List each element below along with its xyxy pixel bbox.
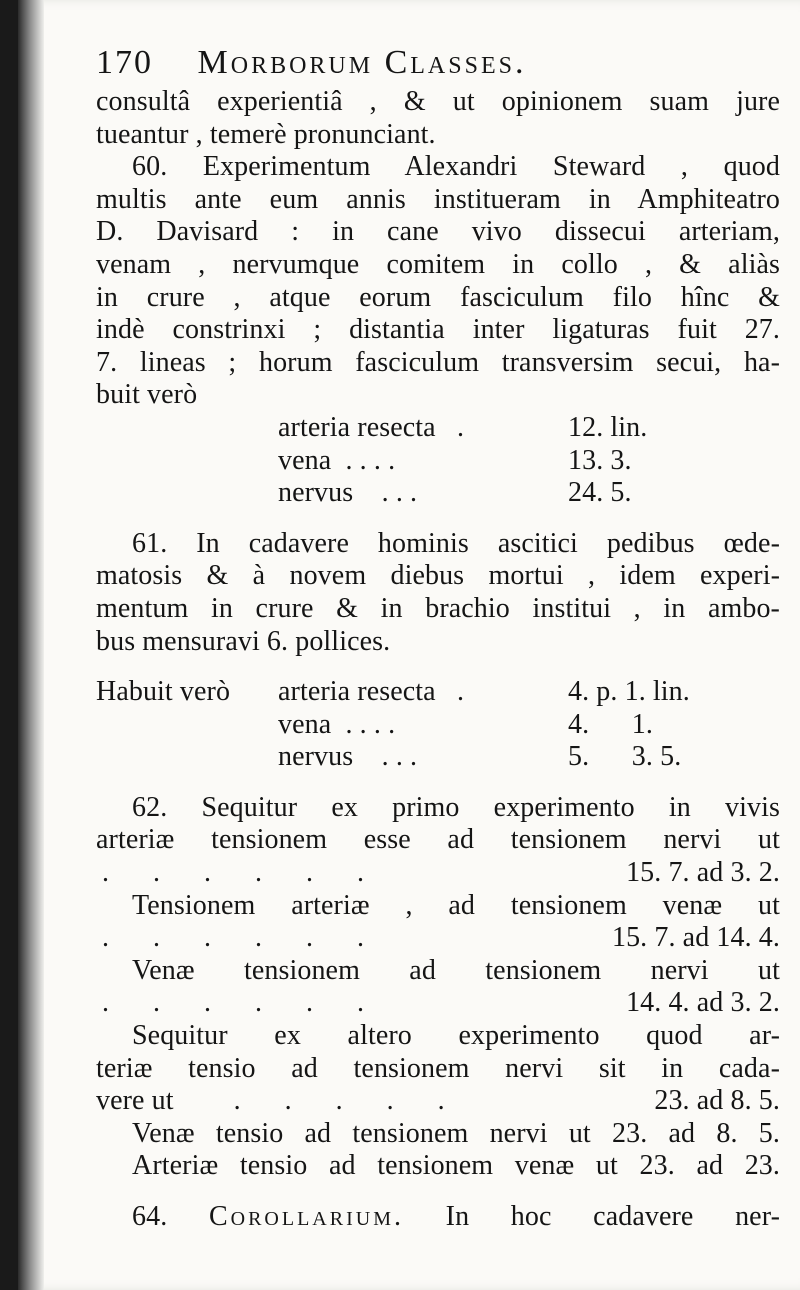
book-page — [18, 0, 800, 1290]
text-fragment: In hoc cadavere ner- — [445, 1201, 781, 1232]
page-number: 170 — [96, 44, 153, 81]
text-line: consultâ experientiâ , & ut opinionem suam jure — [96, 86, 780, 117]
text-line: arteriæ tensionem esse ad tensionem nervi ut — [96, 824, 780, 856]
ratio-line — [96, 922, 780, 955]
table-row — [96, 412, 780, 445]
text-line: tueantur , temerè pronunciant. — [96, 118, 436, 150]
text-line: Tensionem arteriæ , ad tensionem venæ ut — [132, 889, 780, 921]
paragraph-number: 64. — [132, 1201, 168, 1232]
text-line: teriæ tensio ad tensionem nervi sit in cada- — [96, 1052, 780, 1084]
row-dots: . . . . — [345, 444, 396, 476]
page-text — [96, 40, 780, 1234]
ratio-line — [96, 857, 780, 890]
table-row — [96, 709, 780, 742]
row-dots: . — [457, 411, 465, 443]
section-heading: Corollarium. — [208, 1201, 404, 1232]
running-header — [96, 40, 780, 86]
row-dots: . . . . — [345, 708, 396, 740]
text-fragment: vere ut — [96, 1085, 174, 1117]
leader-dots: ...... — [102, 857, 408, 889]
text-line: Venæ tensionem ad tensionem nervi ut — [132, 954, 780, 986]
table-row — [96, 676, 780, 709]
row-dots: . — [457, 676, 465, 708]
text-line: indè constrinxi ; distantia inter ligaturas fuit 27. — [96, 314, 780, 346]
paragraph-61-start: 61. In cadavere hominis ascitici pedibus œde- — [132, 527, 780, 559]
ratio-value: 14. 4. ad 3. 2. — [626, 987, 780, 1019]
ratio-value: 15. 7. ad 14. 4. — [611, 922, 780, 954]
paragraph-64-start — [96, 1201, 780, 1234]
row-label: nervus — [278, 741, 354, 773]
text-line: Venæ tensio ad tensionem nervi ut 23. ad 8. 5. — [132, 1117, 780, 1149]
measurement-table-1 — [96, 412, 780, 510]
table-row — [96, 741, 780, 774]
row-value: 13. 3. — [568, 444, 632, 476]
page-gutter-shadow — [18, 0, 44, 1290]
leader-dots: ...... — [102, 922, 408, 954]
row-value: 4. p. 1. lin. — [568, 676, 690, 708]
text-line: D. Davisard : in cane vivo dissecui arteriam, — [96, 216, 780, 248]
leader-dots: ..... — [233, 1085, 489, 1117]
table-prefix: Habuit verò — [96, 676, 231, 708]
text-line: in crure , atque eorum fasciculum filo hînc & — [96, 281, 780, 313]
text-line: Arteriæ tensio ad tensionem venæ ut 23. ad 23. — [132, 1150, 780, 1182]
text-line: bus mensuravi 6. pollices. — [96, 625, 391, 657]
row-dots: . . . — [381, 477, 418, 509]
ratio-line — [96, 987, 780, 1020]
row-dots: . . . — [381, 741, 418, 773]
row-label: nervus — [278, 477, 354, 509]
row-label: arteria resecta — [278, 676, 436, 708]
leader-dots: ...... — [102, 987, 408, 1019]
ratio-value: 23. ad 8. 5. — [654, 1085, 780, 1117]
text-line: 7. lineas ; horum fasciculum transversim secui, ha- — [96, 346, 780, 378]
table-row — [96, 445, 780, 478]
measurement-table-2 — [96, 676, 780, 774]
row-value: 5. 3. 5. — [568, 741, 682, 773]
row-label: arteria resecta — [278, 411, 436, 443]
text-line: multis ante eum annis institueram in Amphiteatro — [96, 183, 780, 215]
table-row — [96, 477, 780, 510]
text-line: buit verò — [96, 379, 198, 411]
text-line: mentum in crure & in brachio institui , in ambo- — [96, 592, 780, 624]
row-label: vena — [278, 708, 332, 740]
paragraph-60-start: 60. Experimentum Alexandri Steward , quod — [132, 151, 780, 183]
row-value: 12. lin. — [568, 411, 648, 443]
text-line: venam , nervumque comitem in collo , & aliàs — [96, 248, 780, 280]
ratio-line — [96, 1085, 780, 1118]
ratio-value: 15. 7. ad 3. 2. — [626, 857, 780, 889]
text-line: matosis & à novem diebus mortui , idem experi- — [96, 560, 780, 592]
row-value: 4. 1. — [568, 708, 653, 740]
paragraph-62-start: 62. Sequitur ex primo experimento in vivis — [132, 791, 780, 823]
running-title: Morborum Classes. — [197, 44, 527, 81]
text-line: Sequitur ex altero experimento quod ar- — [132, 1020, 780, 1052]
row-label: vena — [278, 444, 332, 476]
row-value: 24. 5. — [568, 477, 632, 509]
